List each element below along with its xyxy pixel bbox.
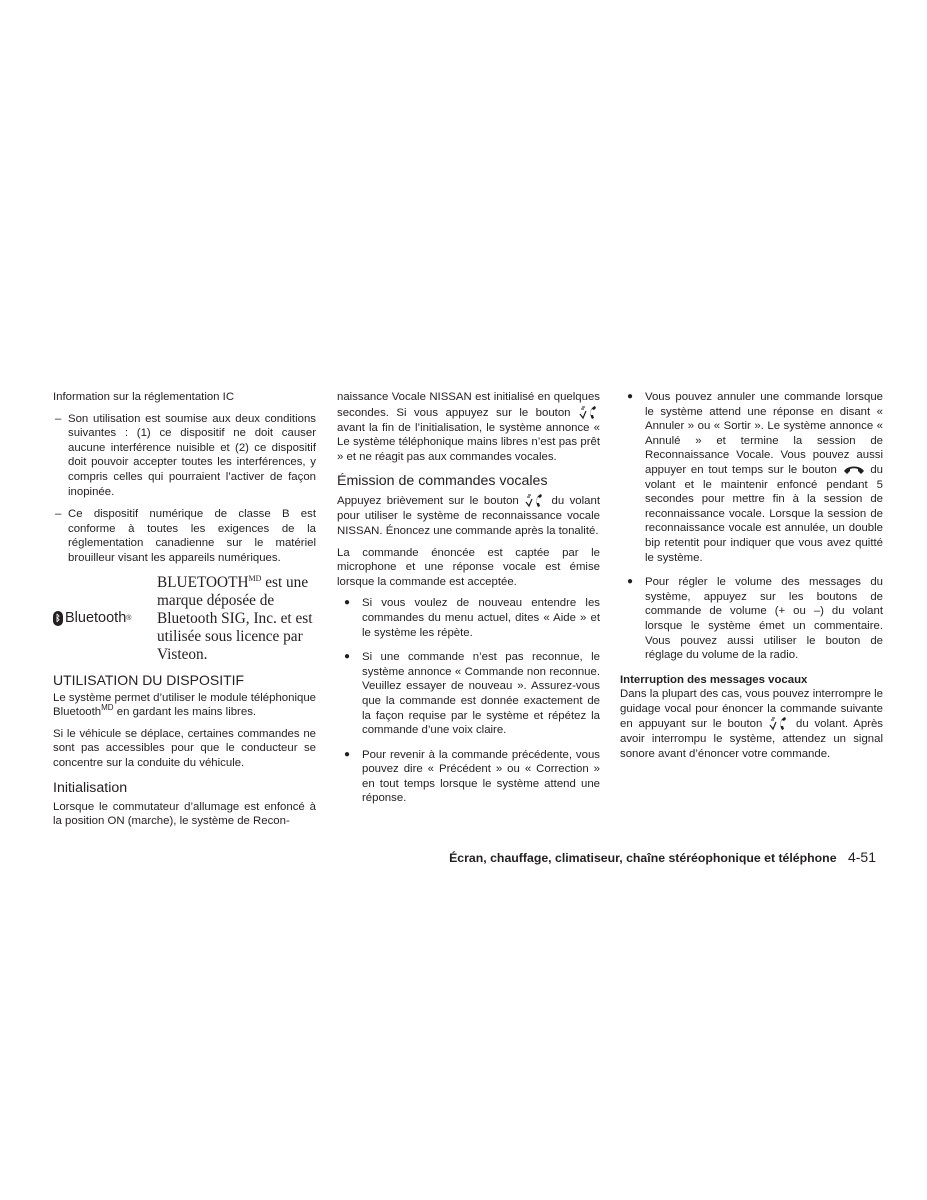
bullet-item: ● Si une commande n’est pas reconnue, le système annonce « Commande non reconnue. Veuillez essayer de nouveau ». Assurez-vous que la commande est donnée exactement de la façon requise par le système et répétez la commande d’une voix claire. — [344, 651, 600, 737]
regulation-title: Information sur la réglementation IC — [53, 391, 235, 403]
talk-phone-icon — [578, 405, 600, 421]
bluetooth-trademark-text: $BLUETOOTH^{MD}$ est une marque déposée de Bluetooth SIG, Inc. et est utilisée sous licence par Visteon. — [157, 573, 313, 663]
interruption-paragraph: Dans la plupart des cas, vous pouvez interrompre le guidage vocal pour énoncer la commande suivante en appuyant sur le bouton du volant. Après avoir interrompu le système, attendez un signal sonore avant d’énoncer votre commande. — [620, 688, 883, 761]
bullet-item: ● Pour régler le volume des messages du système, appuyez sur les boutons de commande de volume (+ ou –) du volant lorsque le système émet un commentaire. Vous pouvez aussi utiliser le bouton de réglage du volume de la radio. — [627, 576, 883, 662]
talk-phone-icon — [768, 716, 790, 732]
bullet-item: ● Si vous voulez de nouveau entendre les commandes du menu actuel, dites « Aide » et le système les répète. — [344, 597, 600, 639]
bullet-marker: ● — [344, 651, 351, 663]
dash-list-item: – Ce dispositif numérique de classe B est conforme à toutes les exigences de la réglementation canadienne sur le matériel brouilleur visant les appareils numériques. — [55, 508, 316, 564]
page-footer — [400, 849, 876, 865]
init-paragraph: Lorsque le commutateur d’allumage est enfoncé à la position ON (marche), le système de Recon- — [53, 800, 316, 828]
dash-marker: – — [55, 508, 62, 521]
bullet-item: ● Pour revenir à la commande précédente, vous pouvez dire « Précédent » ou « Correction » en tout temps lorsque le système attend une réponse. — [344, 748, 600, 805]
heading-usage: UTILISATION DU DISPOSITIF — [53, 671, 245, 688]
heading-interruption: Interruption des messages vocaux — [620, 673, 808, 686]
bluetooth-logo: ᛒ Bluetooth ® — [53, 611, 157, 626]
heading-emission: Émission de commandes vocales — [337, 473, 548, 490]
page-number: 4-51 — [847, 849, 876, 865]
usage-paragraph-1: Le système permet d’utiliser le module téléphonique Bluetooth$^{MD}$ en gardant les mains libres. — [53, 691, 316, 719]
bullet-item: ● Vous pouvez annuler une commande lorsque le système attend une réponse en disant « Annuler » ou « Sortir ». Le système annonce « Annulé » et termine la session de Reconnaissance Vocale. Vous pouvez aussi appuyer en tout temps sur le bouton du volant et le maintenir enfoncé pendant 5 secondes pour mettre fin à la session de reconnaissance vocale. Lorsque la session de reconnaissance vocale est annulée, un double bip retentit pour indiquer que vous avez quitté le système. — [627, 391, 883, 564]
dash-marker: – — [55, 412, 62, 425]
emission-paragraph-1: Appuyez brièvement sur le bouton du volant pour utiliser le système de reconnaissance vocale NISSAN. Énoncez une commande après la tonalité. — [337, 493, 600, 538]
init-continued-paragraph: naissance Vocale NISSAN est initialisé en quelques secondes. Si vous appuyez sur le bouton avant la fin de l’initialisation, le système annonce « Le système téléphonique mains libres n’est pas prêt » et ne réagit pas aux commandes vocales. — [337, 391, 600, 463]
bullet-marker: ● — [344, 748, 351, 760]
talk-phone-icon — [524, 493, 546, 509]
bullet-marker: ● — [344, 597, 351, 609]
emission-paragraph-2: La commande énoncée est captée par le microphone et une réponse vocale est émise lorsque la commande est acceptée. — [337, 546, 600, 588]
column-1 — [53, 390, 316, 836]
bullet-marker: ● — [627, 391, 634, 402]
hang-up-phone-icon — [842, 464, 866, 476]
dash-list-item: – Son utilisation est soumise aux deux conditions suivantes : (1) ce dispositif ne doit causer aucune interférence nuisible et (2) ce dispositif doit pouvoir accepter toutes les interférences, y compris celles qui pourraient l’activer de façon inopinée. — [55, 412, 316, 498]
bluetooth-icon: ᛒ — [53, 611, 63, 626]
heading-initialisation: Initialisation — [53, 779, 128, 796]
bullet-marker: ● — [627, 576, 634, 588]
usage-paragraph-2: Si le véhicule se déplace, certaines commandes ne sont pas accessibles pour que le conducteur se concentre sur la conduite du véhicule. — [53, 727, 316, 769]
footer-section-title: Écran, chauffage, climatiseur, chaîne stéréophonique et téléphone — [449, 851, 837, 865]
column-2 — [337, 390, 600, 816]
column-3 — [620, 390, 883, 769]
bluetooth-trademark-block — [53, 574, 316, 664]
